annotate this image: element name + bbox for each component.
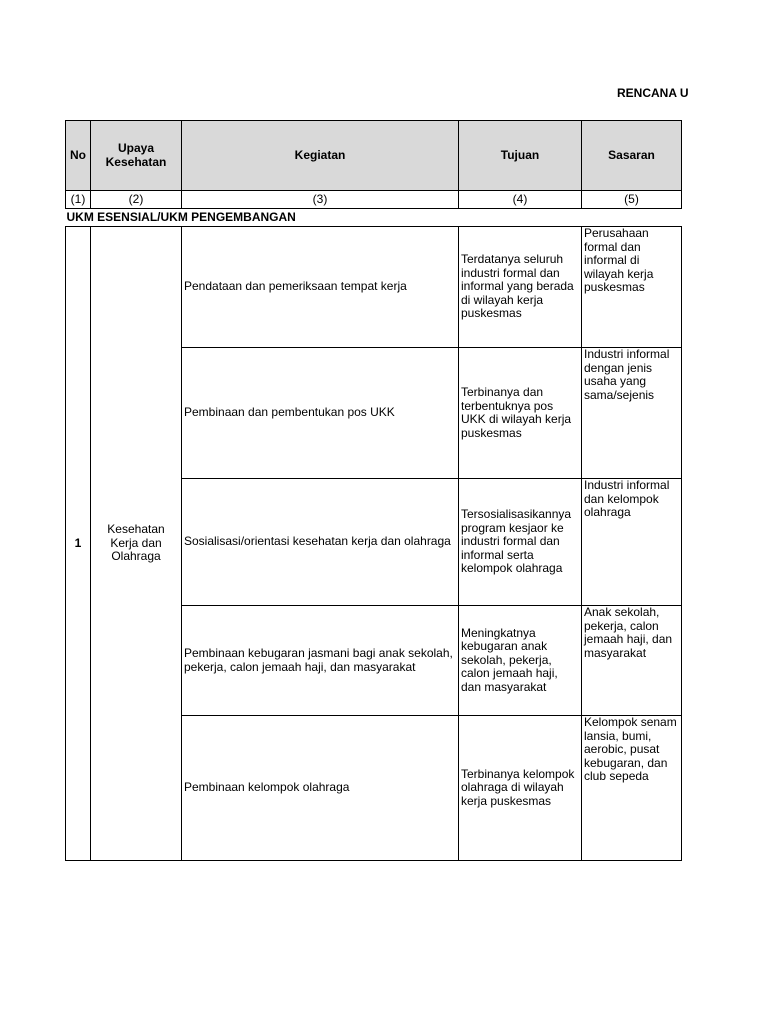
- header-no: No: [66, 121, 91, 191]
- section-label: UKM ESENSIAL/UKM PENGEMBANGAN: [66, 209, 296, 224]
- header-upaya-kesehatan: Upaya Kesehatan: [91, 121, 182, 191]
- column-number: (2): [91, 191, 182, 209]
- header-sasaran: Sasaran: [582, 121, 682, 191]
- kegiatan-cell: Pendataan dan pemeriksaan tempat kerja: [182, 227, 459, 348]
- kegiatan-cell: Pembinaan kebugaran jasmani bagi anak sekolah, pekerja, calon jemaah haji, dan masyarakat: [182, 606, 459, 716]
- column-number: (5): [582, 191, 682, 209]
- sasaran-cell: Industri informal dengan jenis usaha yang sama/sejenis: [582, 348, 682, 479]
- document-title: RENCANA U: [617, 86, 689, 100]
- column-number-row: [66, 191, 682, 209]
- column-number: (1): [66, 191, 91, 209]
- sasaran-cell: Kelompok senam lansia, bumi, aerobic, pusat kebugaran, dan club sepeda: [582, 716, 682, 861]
- column-number: (4): [459, 191, 582, 209]
- tujuan-cell: Terbinanya kelompok olahraga di wilayah kerja puskesmas: [459, 716, 582, 861]
- table-row: [66, 227, 682, 348]
- tujuan-cell: Terbinanya dan terbentuknya pos UKK di wilayah kerja puskesmas: [459, 348, 582, 479]
- sasaran-cell: Anak sekolah, pekerja, calon jemaah haji, dan masyarakat: [582, 606, 682, 716]
- kegiatan-cell: Pembinaan kelompok olahraga: [182, 716, 459, 861]
- tujuan-cell: Terdatanya seluruh industri formal dan informal yang berada di wilayah kerja puskesmas: [459, 227, 582, 348]
- tujuan-cell: Meningkatnya kebugaran anak sekolah, pekerja, calon jemaah haji, dan masyarakat: [459, 606, 582, 716]
- header-row: [66, 121, 682, 191]
- kegiatan-cell: Sosialisasi/orientasi kesehatan kerja dan olahraga: [182, 479, 459, 606]
- row-number: 1: [66, 227, 91, 861]
- header-tujuan: Tujuan: [459, 121, 582, 191]
- sasaran-cell: Perusahaan formal dan informal di wilayah kerja puskesmas: [582, 227, 682, 348]
- upaya-kesehatan-cell: Kesehatan Kerja dan Olahraga: [91, 227, 182, 861]
- kegiatan-cell: Pembinaan dan pembentukan pos UKK: [182, 348, 459, 479]
- column-number: (3): [182, 191, 459, 209]
- sasaran-cell: Industri informal dan kelompok olahraga: [582, 479, 682, 606]
- header-kegiatan: Kegiatan: [182, 121, 459, 191]
- section-row: [66, 209, 682, 227]
- tujuan-cell: Tersosialisasikannya program kesjaor ke industri formal dan informal serta kelompok olahraga: [459, 479, 582, 606]
- plan-table: [65, 120, 682, 861]
